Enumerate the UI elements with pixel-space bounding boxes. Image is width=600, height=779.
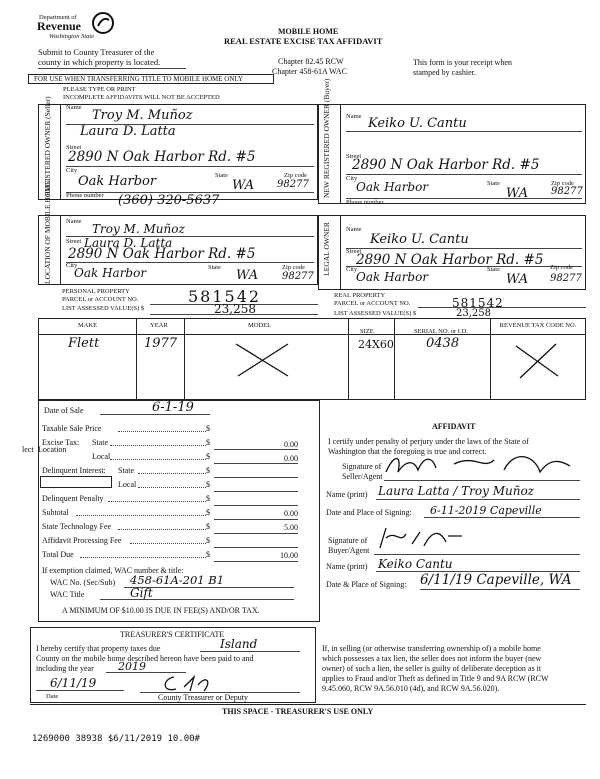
buyer-zip: 98277 [551,186,583,197]
affidavit-fee-label: Affidavit Processing Fee [42,536,122,545]
buyer-date-place-label: Date & Place of Signing: [326,580,407,589]
seller-city-label: City [66,167,78,174]
legal-name-label: Name [346,226,362,233]
model-strike-icon [232,340,292,380]
legal-street: 2890 N Oak Harbor Rd. #5 [356,252,544,268]
wac-title: Gift [130,586,153,600]
tech-fee-dollar: $ [206,522,210,531]
dept-line2: Revenue [37,19,81,33]
vehicle-year: 1977 [144,336,178,351]
seller-name-2: Laura D. Latta [80,124,176,139]
seller-city: Oak Harbor [78,174,157,189]
form-title-2: REAL ESTATE EXCISE TAX AFFIDAVIT [224,36,383,46]
excise-tax-label: Excise Tax: [42,438,80,447]
margin-note-1: lect [22,445,34,454]
seller-phone: (360) 320-5637 [118,193,220,208]
excise-state-dollar: $ [206,438,210,447]
date-of-sale: 6-1-19 [152,400,194,415]
dept-line1: Department of [39,14,77,21]
notice-line-3: owner) of such a lien, the seller is guilty of deliberate deception as it [322,664,542,673]
parcel-right-label: PARCEL or ACCOUNT NO. [334,300,411,307]
treasurer-line-2: County on the mobile home described hereon have been paid to and [36,654,254,663]
seller-date-place: 6-11-2019 Capeville [430,504,542,517]
location-side-label: LOCATION OF MOBILE HOME [43,180,52,284]
location-street-label: Street [66,238,82,245]
legal-city: Oak Harbor [356,270,429,284]
please-type: PLEASE TYPE OR PRINT [63,86,136,93]
seller-name-label: Name [66,104,82,111]
cashier-stamp: 1269000 38938 $6/11/2019 10.00# [32,734,200,744]
assessed-left-value: 23,258 [214,302,256,316]
seller-name-1: Troy M. Muñoz [92,108,193,123]
buyer-phone-label: Phone number [346,199,384,206]
affidavit-fee-dollar: $ [206,536,210,545]
location-zip-label: Zip code [282,264,305,271]
legal-zip-label: Zip code [550,264,573,271]
interest-local-label: Local [118,480,137,489]
affidavit-text-2: Washington that the foregoing is true and correct. [328,447,487,456]
interest-local-dollar: $ [206,480,210,489]
seller-date-place-label: Date and Place of Signing: [326,508,412,517]
location-zip: 98277 [282,271,314,282]
location-street: 2890 N Oak Harbor Rd. #5 [68,246,256,262]
tech-fee-label: State Technology Fee [42,522,112,531]
margin-note-2: Location [38,445,67,454]
wac-title-label: WAC Title [50,590,85,599]
notice-line-4: applies to Fraud and/or Theft as defined in Title 9 and 9A RCW (RCW [322,674,549,683]
legal-city-label: City [346,266,358,273]
receipt-line1: This form is your receipt when [413,58,512,67]
buyer-state-label: State [487,180,500,187]
vehicle-serial: 0438 [426,336,460,351]
buyer-signature-icon [376,524,466,554]
legal-state: WA [506,272,529,287]
seller-state-label: State [215,172,228,179]
location-state-label: State [208,264,221,271]
taxable-price-label: Taxable Sale Price [42,424,102,433]
treasurer-signer-label: County Treasurer or Deputy [158,693,248,702]
assessed-right-value: 23,258 [456,308,491,319]
buyer-sig-label-2: Buyer/Agent [328,546,370,555]
col-make: MAKE [78,322,98,329]
location-city-label: City [66,262,78,269]
legal-name: Keiko U. Cantu [370,232,469,247]
assessed-left-label: LIST ASSESSED VALUE(S) $ [62,305,145,312]
personal-property-label: PERSONAL PROPERTY [62,288,130,295]
taxable-dollar: $ [206,424,210,433]
buyer-name-label: Name [346,113,362,120]
legal-street-label: Street [346,248,362,255]
buyer-side-label: NEW REGISTERED OWNER (Buyer) [322,78,331,198]
treasurer-year: 2019 [118,660,146,673]
dor-logo [37,12,117,46]
buyer-sig-label-1: Signature of [328,536,368,545]
buyer-state: WA [506,186,529,201]
revenue-code-strike-icon [512,340,562,380]
seller-print-label: Name (print) [326,490,368,499]
receipt-line2: stamped by cashier. [413,68,476,77]
affidavit-text-1: I certify under penalty of perjury under the laws of the State of [328,437,529,446]
excise-local-value: 0.00 [284,454,298,463]
treasurer-county: Island [220,637,258,651]
subtotal-label: Subtotal [42,508,69,517]
real-property-label: REAL PROPERTY [334,292,386,299]
col-year: YEAR [150,322,168,329]
location-city: Oak Harbor [74,266,147,280]
treasurer-date-label: Date [46,693,59,700]
delinquent-interest-label: Delinquent Interest: [42,466,106,475]
vehicle-make: Flett [68,336,100,351]
seller-zip-label: Zip code [284,172,307,179]
col-serial: SERIAL NO. or I.D. [414,328,468,335]
assessed-right-label: LIST ASSESSED VALUE(S) $ [334,310,417,317]
buyer-date-place: 6/11/19 Capeville, WA [420,572,572,588]
notice-line-2: which possesses a tax lien, the seller does not inform the buyer (new [322,654,542,663]
treasurer-date: 6/11/19 [50,676,97,690]
wac-no: 458-61A-201 B1 [130,573,225,587]
minimum-note: A MINIMUM OF $10.00 IS DUE IN FEE(S) AND/OR TAX. [62,606,260,615]
date-of-sale-label: Date of Sale [44,406,84,415]
exemption-label: If exemption claimed, WAC number & title: [42,566,184,575]
location-name-1: Troy M. Muñoz [92,222,185,236]
notice-line-1: If, in selling (or otherwise transferring ownership of) a mobile home [322,644,541,653]
blank-input-box [40,476,112,488]
form-title-1: MOBILE HOME [278,27,339,36]
vehicle-size: 24X60 [358,338,394,351]
submit-line1: Submit to County Treasurer of the [38,47,155,57]
seller-sig-label-2: Seller/Agent [342,472,383,481]
col-size: SIZE [360,328,374,335]
vehicle-table [38,318,586,400]
excise-local-label: Local [92,452,111,461]
delinquent-penalty-label: Delinquent Penalty [42,494,104,503]
wac-no-label: WAC No. (Sec/Sub) [50,578,116,587]
affidavit-title: AFFIDAVIT [432,422,476,431]
parcel-left-label: PARCEL or ACCOUNT NO. [62,296,139,303]
legal-zip: 98277 [550,273,582,284]
location-name-2: Laura D. Latta [84,236,173,250]
total-due-value: 10.00 [280,551,298,560]
submit-line2: county in which property is located. [38,57,161,67]
excise-local-dollar: $ [206,452,210,461]
buyer-city: Oak Harbor [356,180,429,194]
buyer-street-label: Street [346,153,362,160]
buyer-name: Keiko U. Cantu [368,116,467,131]
buyer-print-label: Name (print) [326,562,368,571]
location-state: WA [236,268,259,283]
chapter-wac: Chapter 458-61A WAC [272,67,347,76]
subtotal-dollar: $ [206,508,210,517]
incomplete-warning: INCOMPLETE AFFIDAVITS WILL NOT BE ACCEPTED [63,94,220,101]
seller-zip: 98277 [277,179,309,190]
treasurer-line-3: including the year [36,664,94,673]
for-use-text: FOR USE WHEN TRANSFERRING TITLE TO MOBILE HOME ONLY [34,75,244,83]
col-model: MODEL [248,322,272,329]
buyer-print: Keiko Cantu [378,557,453,571]
treasurer-line-1: I hereby certify that property taxes due [36,644,161,653]
seller-phone-label: Phone number [66,192,104,199]
seller-street: 2890 N Oak Harbor Rd. #5 [68,149,256,165]
penalty-dollar: $ [206,494,210,503]
subtotal-value: 0.00 [284,509,298,518]
notice-line-5: 9.45.060, RCW 9A.56.010 (4d), and RCW 9A.56.020). [322,684,500,693]
total-due-dollar: $ [206,550,210,559]
legal-state-label: State [487,266,500,273]
buyer-zip-label: Zip code [551,180,574,187]
revenue-logo-icon [92,12,114,34]
seller-print: Laura Latta / Troy Muñoz [378,484,534,498]
total-due-label: Total Due [42,550,74,559]
seller-side-label: REGISTERED OWNER (Seller) [43,96,52,196]
seller-sig-label-1: Signature of [342,462,382,471]
dept-line3: Washington State [49,33,95,40]
seller-signature-icon [384,450,574,480]
parcel-right-no: 581542 [452,296,504,310]
interest-state-label: State [118,466,134,475]
treasurer-title: TREASURER'S CERTIFICATE [120,630,225,639]
excise-state-value: 0.00 [284,440,298,449]
location-name-label: Name [66,218,82,225]
parcel-left-no: 581542 [188,287,262,306]
treasurer-use-banner: THIS SPACE - TREASURER'S USE ONLY [222,707,374,716]
excise-state-label: State [92,438,108,447]
legal-owner-side-label: LEGAL OWNER [322,222,331,276]
seller-state: WA [232,178,255,193]
seller-street-label: Street [66,144,82,151]
col-revenue-code: REVENUE TAX CODE NO. [499,322,577,329]
buyer-city-label: City [346,175,358,182]
chapter-rcw: Chapter 82.45 RCW [278,57,344,66]
buyer-street: 2890 N Oak Harbor Rd. #5 [352,157,540,173]
interest-state-dollar: $ [206,466,210,475]
tech-fee-value: 5.00 [284,523,298,532]
